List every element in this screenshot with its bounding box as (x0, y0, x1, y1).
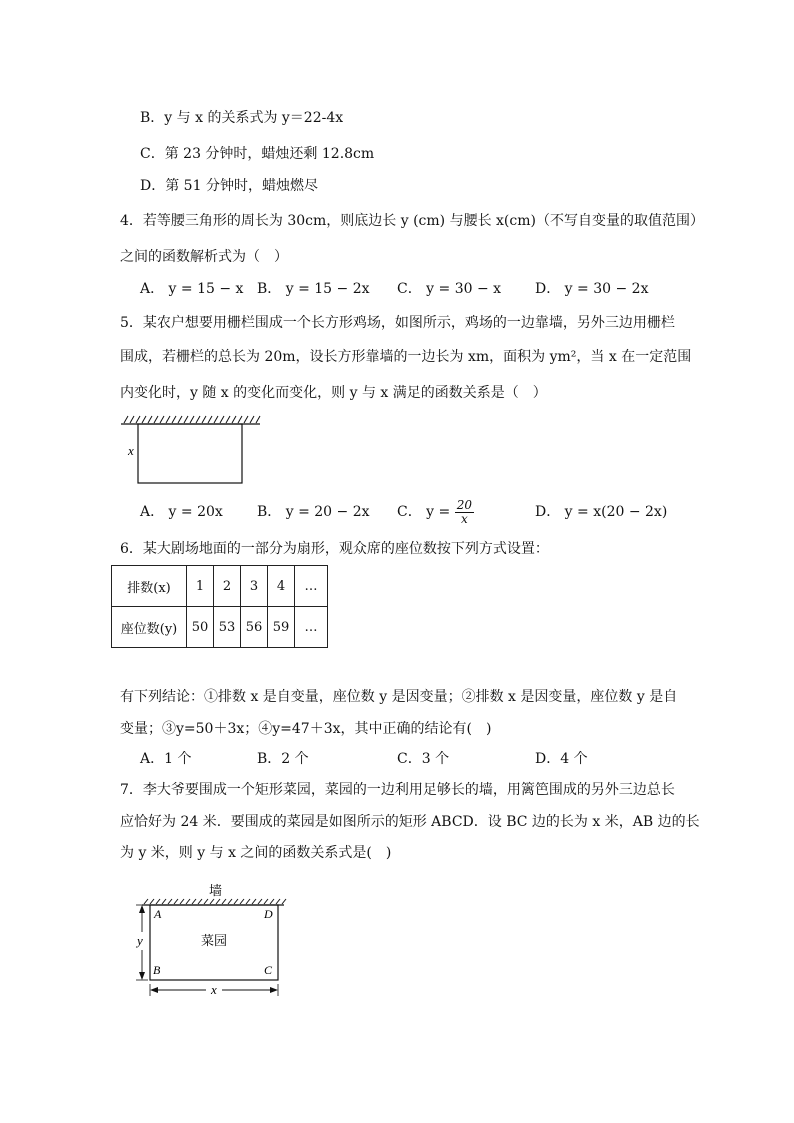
q5-stem-line2: 围成，若栅栏的总长为 20m，设长方形靠墙的一边长为 xm，面积为 ym²，当 x 在一定范围 (120, 349, 692, 365)
q6-option-a: A．1 个 (140, 751, 192, 767)
q6-stem-line1: 6．某大剧场地面的一部分为扇形，观众席的座位数按下列方式设置： (120, 541, 549, 557)
table-row (112, 607, 328, 648)
vertex-c: C (264, 963, 273, 977)
q5-option-c-fraction (455, 499, 474, 526)
table-row (112, 566, 328, 607)
q5-stem-line1: 5．某农户想要用栅栏围成一个长方形鸡场，如图所示，鸡场的一边靠墙，另外三边用栅栏 (120, 315, 675, 331)
q5-option-c-denominator: x (460, 511, 468, 526)
q5-option-a: A． y = 20x (140, 504, 223, 520)
q5-stem-line3: 内变化时，y 随 x 的变化而变化，则 y 与 x 满足的函数关系是（ ） (120, 385, 547, 401)
table-cell: … (295, 607, 328, 648)
q7-y-label: y (137, 933, 143, 948)
q5-option-b: B． y = 20 − 2x (257, 504, 370, 520)
vertex-a: A (154, 907, 162, 921)
q3-option-d: D．第 51 分钟时，蜡烛燃尽 (140, 178, 318, 194)
q3-option-b: B．y 与 x 的关系式为 y＝22-4x (140, 110, 344, 126)
q6-option-b: B．2 个 (257, 751, 309, 767)
table-header-seats: 座位数(y) (112, 607, 187, 648)
q4-option-d: D． y = 30 − 2x (535, 281, 649, 297)
q7-stem-line3: 为 y 米，则 y 与 x 之间的函数关系式是( ) (120, 845, 392, 861)
q5-figure-x-label: x (128, 443, 134, 458)
table-cell: 53 (214, 607, 241, 648)
q4-option-c: C． y = 30 − x (397, 281, 502, 297)
table-cell: 1 (187, 566, 214, 607)
vertex-d: D (264, 907, 273, 921)
q5-option-c-prefix: C． y = (397, 504, 451, 520)
q4-stem-line2: 之间的函数解析式为（ ） (120, 249, 288, 265)
q3-option-c: C．第 23 分钟时，蜡烛还剩 12.8cm (140, 146, 375, 162)
q5-option-c-numerator: 20 (456, 497, 472, 512)
table-cell: 2 (214, 566, 241, 607)
table-cell: 56 (241, 607, 268, 648)
q5-option-d: D． y = x(20 − 2x) (535, 504, 668, 520)
q7-stem-line2: 应恰好为 24 米．要围成的菜园是如图所示的矩形 ABCD．设 BC 边的长为 x 米，AB 边的长 (120, 814, 700, 830)
q6-option-d: D．4 个 (535, 751, 588, 767)
q7-stem-line1: 7．李大爷要围成一个矩形菜园，菜园的一边利用足够长的墙，用篱笆围成的另外三边总长 (120, 782, 675, 798)
q6-stem-line3: 变量；③y=50＋3x；④y=47＋3x，其中正确的结论有( ) (120, 721, 492, 737)
table-cell: 59 (268, 607, 295, 648)
table-cell: … (295, 566, 328, 607)
table-header-rows: 排数(x) (112, 566, 187, 607)
q4-stem-line1: 4．若等腰三角形的周长为 30cm，则底边长 y (cm) 与腰长 x(cm)（不写自变量的取值范围） (120, 213, 704, 229)
table-cell: 4 (268, 566, 295, 607)
table-cell: 3 (241, 566, 268, 607)
vertex-b: B (153, 963, 161, 977)
table-cell: 50 (187, 607, 214, 648)
q6-option-c: C．3 个 (397, 751, 450, 767)
garden-label: 菜园 (201, 934, 228, 949)
q7-figure (128, 878, 293, 1003)
q5-figure (118, 410, 268, 490)
seat-table (111, 565, 328, 648)
q7-wall-label: 墙 (209, 884, 223, 899)
q4-option-b: B． y = 15 − 2x (257, 281, 370, 297)
q5-option-c (397, 494, 474, 530)
q6-stem-line2: 有下列结论：①排数 x 是自变量，座位数 y 是因变量；②排数 x 是因变量，座位数 y 是自 (120, 689, 678, 705)
q7-x-label: x (211, 982, 217, 997)
q4-option-a: A． y = 15 − x (140, 281, 244, 297)
